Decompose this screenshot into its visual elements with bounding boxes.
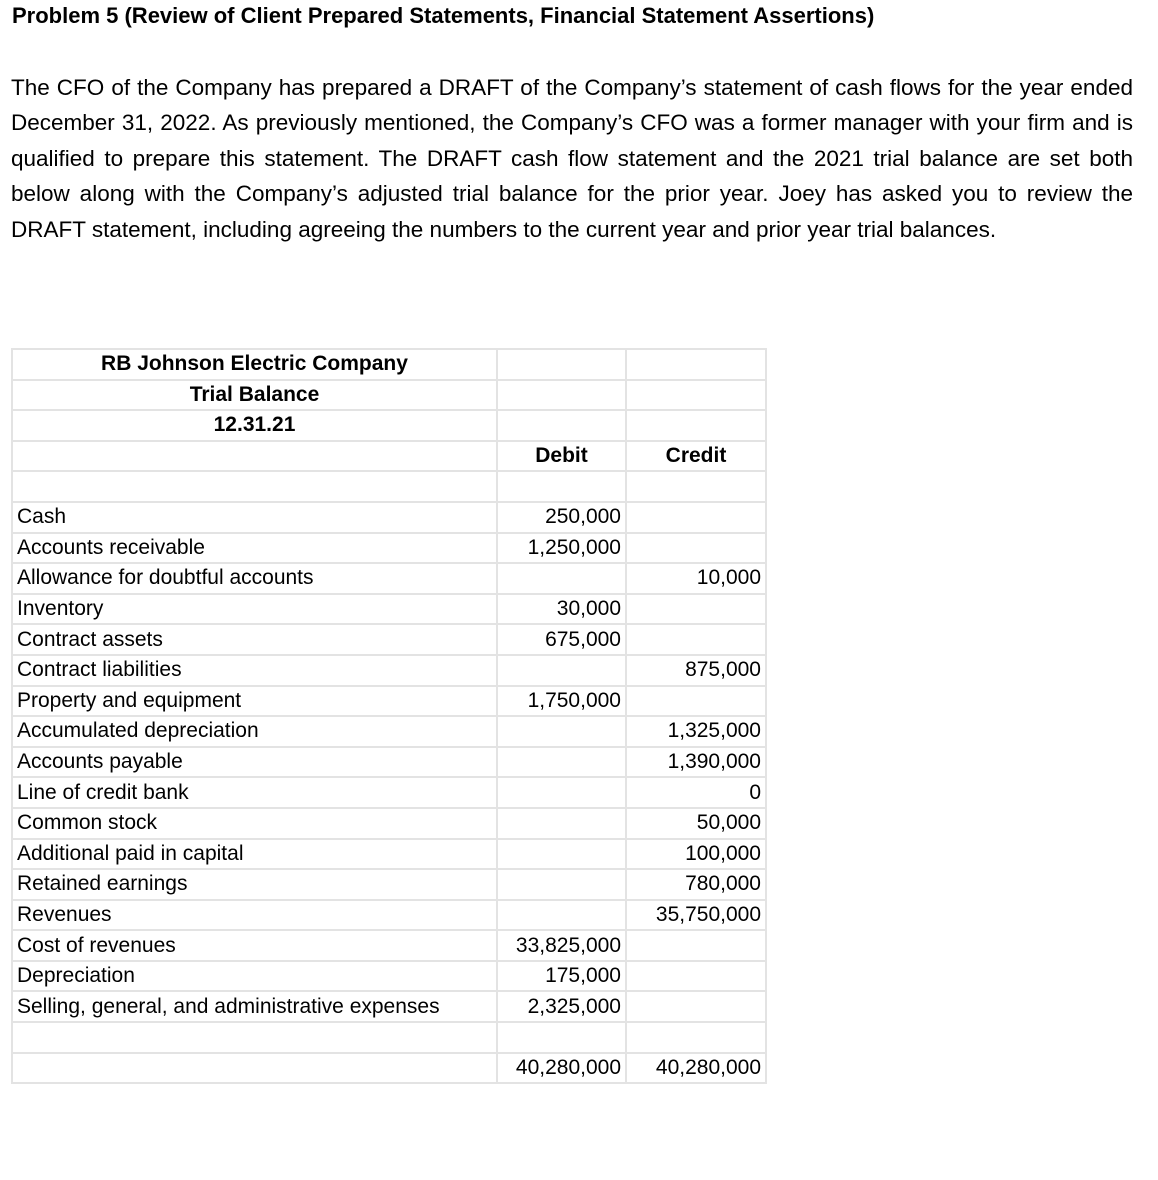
credit-amount: 35,750,000 [626, 900, 766, 931]
account-name: Accumulated depreciation [12, 716, 497, 747]
credit-amount [626, 686, 766, 717]
table-row [12, 502, 766, 533]
debit-amount [497, 747, 626, 778]
credit-amount [626, 624, 766, 655]
problem-description: The CFO of the Company has prepared a DRAFT of the Company’s statement of cash flows for the year ended December 31, 2022. As previously mentioned, the Company’s CFO was a former manager with your firm and is qualified to prepare this statement. The DRAFT cash flow statement and the 2021 trial balance are set both below along with the Company’s adjusted trial balance for the prior year. Joey has asked you to review the DRAFT statement, including agreeing the numbers to the current year and prior year trial balances. [11, 75, 1133, 242]
account-name: Contract liabilities [12, 655, 497, 686]
credit-amount: 875,000 [626, 655, 766, 686]
table-row [12, 777, 766, 808]
account-name: Contract assets [12, 624, 497, 655]
table-title-row [12, 410, 766, 441]
table-row [12, 624, 766, 655]
debit-amount [497, 716, 626, 747]
debit-amount: 175,000 [497, 961, 626, 992]
spacer-row [12, 1022, 766, 1053]
debit-amount: 675,000 [497, 624, 626, 655]
credit-amount [626, 502, 766, 533]
table-title-row [12, 349, 766, 380]
column-header-row [12, 441, 766, 472]
credit-amount [626, 961, 766, 992]
debit-amount [497, 839, 626, 870]
statement-title: Trial Balance [12, 380, 497, 411]
debit-amount [497, 777, 626, 808]
table-row [12, 869, 766, 900]
debit-amount: 1,750,000 [497, 686, 626, 717]
table-row [12, 900, 766, 931]
debit-amount [497, 900, 626, 931]
credit-amount: 50,000 [626, 808, 766, 839]
table-row [12, 655, 766, 686]
debit-amount [497, 808, 626, 839]
totals-row [12, 1053, 766, 1084]
account-name: Depreciation [12, 961, 497, 992]
table-row [12, 594, 766, 625]
debit-amount: 33,825,000 [497, 930, 626, 961]
credit-amount: 100,000 [626, 839, 766, 870]
account-name: Revenues [12, 900, 497, 931]
account-name: Property and equipment [12, 686, 497, 717]
account-name: Retained earnings [12, 869, 497, 900]
credit-amount: 10,000 [626, 563, 766, 594]
table-row [12, 686, 766, 717]
credit-header: Credit [626, 441, 766, 472]
credit-amount [626, 533, 766, 564]
table-row [12, 716, 766, 747]
credit-amount: 1,325,000 [626, 716, 766, 747]
table-row [12, 930, 766, 961]
table-row [12, 991, 766, 1022]
credit-amount: 1,390,000 [626, 747, 766, 778]
account-name: Additional paid in capital [12, 839, 497, 870]
statement-date: 12.31.21 [12, 410, 497, 441]
credit-amount [626, 991, 766, 1022]
account-name: Allowance for doubtful accounts [12, 563, 497, 594]
trial-balance-table [11, 348, 767, 1084]
debit-amount: 1,250,000 [497, 533, 626, 564]
credit-amount [626, 594, 766, 625]
account-name: Cash [12, 502, 497, 533]
debit-amount [497, 655, 626, 686]
table-row [12, 961, 766, 992]
account-name: Accounts payable [12, 747, 497, 778]
credit-amount [626, 930, 766, 961]
table-row [12, 839, 766, 870]
account-name: Line of credit bank [12, 777, 497, 808]
problem-heading: Problem 5 (Review of Client Prepared Statements, Financial Statement Assertions) [12, 3, 875, 28]
table-row [12, 563, 766, 594]
credit-amount: 780,000 [626, 869, 766, 900]
table-title-row [12, 380, 766, 411]
table-row [12, 747, 766, 778]
account-name: Cost of revenues [12, 930, 497, 961]
debit-amount [497, 869, 626, 900]
debit-amount [497, 563, 626, 594]
account-name: Selling, general, and administrative expenses [12, 991, 497, 1022]
account-name: Accounts receivable [12, 533, 497, 564]
account-name: Common stock [12, 808, 497, 839]
spacer-row [12, 471, 766, 502]
total-credit: 40,280,000 [626, 1053, 766, 1084]
credit-amount: 0 [626, 777, 766, 808]
debit-amount: 30,000 [497, 594, 626, 625]
debit-amount: 2,325,000 [497, 991, 626, 1022]
table-row [12, 533, 766, 564]
debit-header: Debit [497, 441, 626, 472]
company-name: RB Johnson Electric Company [12, 349, 497, 380]
account-name: Inventory [12, 594, 497, 625]
total-debit: 40,280,000 [497, 1053, 626, 1084]
table-row [12, 808, 766, 839]
debit-amount: 250,000 [497, 502, 626, 533]
